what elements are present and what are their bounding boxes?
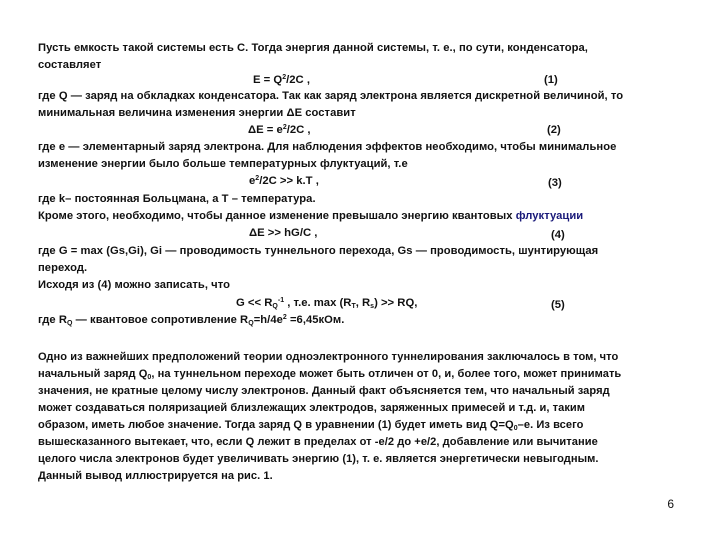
text-line: где Q — заряд на обкладках конденсатора. Так как заряд электрона является дискретной величиной, то — [38, 90, 624, 102]
equation-number: (5) — [551, 299, 565, 311]
text-line: Исходя из (4) можно записать, что — [38, 279, 230, 291]
formula-3: $e^2/2C >> k.T$ , — [249, 175, 319, 187]
formula-2: $\Delta E = e^2/2C$ , — [248, 124, 311, 136]
text-line: где G = max (Gs,Gi), Gi — проводимость туннельного перехода, Gs — проводимость, шунтирующая — [38, 245, 599, 257]
text-line: Кроме этого, необходимо, чтобы данное изменение превышало энергию квантовых флуктуации — [38, 210, 584, 222]
text-line: может создаваться поляризацией близлежащих электродов, заряженных примесей и т.д. и, таким — [38, 402, 586, 414]
text-line: где e — элементарный заряд электрона. Для наблюдения эффектов необходимо, чтобы минимальное — [38, 141, 617, 153]
text-line: переход. — [38, 262, 88, 274]
text-line: образом, иметь любое значение. Тогда заряд Q в уравнении (1) будет иметь вид $Q=Q_0-e$. Из всего — [38, 419, 584, 432]
equation-number: (3) — [548, 177, 562, 189]
text-line: Данный вывод иллюстрируется на рис. 1. — [38, 470, 273, 482]
text-line: значения, не кратные целому числу электронов. Данный факт объясняется тем, что начальный заряд — [38, 385, 610, 397]
text-line: Пусть емкость такой системы есть С. Тогда энергия данной системы, т. е., по сути, конденсатора, — [38, 42, 588, 54]
equation-number: (2) — [547, 124, 561, 136]
equation-number: (1) — [544, 74, 558, 86]
text-line: Одно из важнейших предположений теории одноэлектронного туннелирования заключалось в том, что — [38, 351, 619, 363]
equation-number: (4) — [551, 229, 565, 241]
formula-1: $E = Q^2/2C$ , — [253, 74, 310, 86]
text-line: начальный заряд $Q_0$, на туннельном переходе может быть отличен от 0, и, более того, может принимать — [38, 368, 622, 381]
page-number: 6 — [667, 497, 674, 511]
formula-4: ΔE >> hG/C , — [249, 227, 318, 239]
text-line: изменение энергии было больше температурных флуктуаций, т.е — [38, 158, 408, 170]
text-line: где $R_Q$ — квантовое сопротивление $R_Q=h/4e^2 =6,45кОм$. — [38, 314, 345, 327]
text-line: минимальная величина изменения энергии ΔE составит — [38, 107, 356, 119]
text-line: вышесказанного вытекает, что, если Q лежит в пределах от -e/2 до +e/2, добавление или вычитание — [38, 436, 598, 448]
text-line: целого числа электронов будет увеличивать энергию (1), т. е. является энергетически невыгодным. — [38, 453, 599, 465]
text-line: где k– постоянная Больцмана, а T – температура. — [38, 193, 316, 205]
formula-5: $G << R_Q^{-1}$ , т.е. $\max (R_T$, $R_s$) >> RQ, — [236, 297, 418, 310]
text-line: составляет — [38, 59, 102, 71]
